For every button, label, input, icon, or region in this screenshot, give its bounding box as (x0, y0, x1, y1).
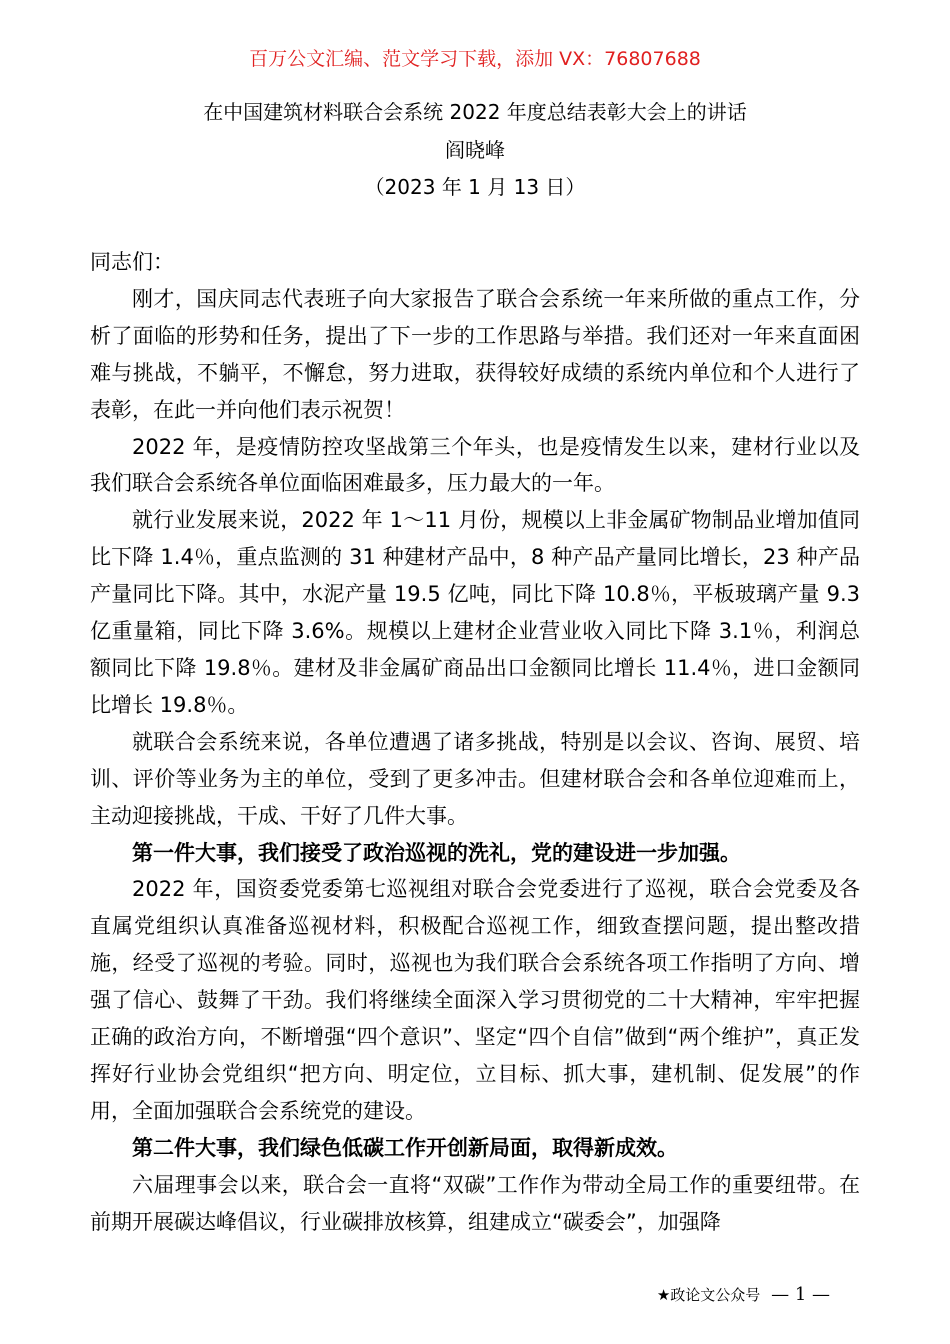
paragraph-low-carbon: 六届理事会以来，联合会一直将“双碳”工作作为带动全局工作的重要纽带。在前期开展碳达峰倡议，行业碳排放核算，组建成立“碳委会”，加强降 (90, 1172, 860, 1234)
paragraph-inspection: 2022 年，国资委党委第七巡视组对联合会党委进行了巡视，联合会党委及各直属党组织认真准备巡视材料，积极配合巡视工作，细致查摆问题，提出整改措施，经受了巡视的考验。同时，巡视也为我们联合会系统各项工作指明了方向、增强了信心、鼓舞了干劲。我们将继续全面深入学习贯彻党的二十大精神，牢牢把握正确的政治方向，不断增强“四个意识”、坚定“四个自信”做到“两个维护”，真正发挥好行业协会党组织“把方向、明定位，立目标、抓大事，建机制、促发展”的作用，全面加强联合会系统党的建设。 (90, 877, 860, 1123)
speaker-name: 阎晓峰 (445, 138, 505, 162)
speech-body (90, 244, 860, 1240)
paragraph-opening: 刚才，国庆同志代表班子向大家报告了联合会系统一年来所做的重点工作，分析了面临的形势和任务，提出了下一步的工作思路与举措。我们还对一年来直面困难与挑战，不躺平，不懈怠，努力进取，获得较好成绩的系统内单位和个人进行了表彰，在此一并向他们表示祝贺！ (90, 286, 860, 422)
page-footer (657, 1283, 830, 1307)
heading-second-event: 第二件大事，我们绿色低碳工作开创新局面，取得新成效。 (132, 1135, 678, 1160)
paragraph-industry-stats: 就行业发展来说，2022 年 1～11 月份，规模以上非金属矿物制品业增加值同比下降 1.4％，重点监测的 31 种建材产品中，8 种产品产量同比增长，23 种产品产量同比下降。其中，水泥产量 19.5 亿吨，同比下降 10.8％，平板玻璃产量 9.3 亿重量箱，同比下降 3.6%。规模以上建材企业营业收入同比下降 3.1％，利润总额同比下降 19.8％。建材及非金属矿商品出口金额同比增长 11.4％，进口金额同比增长 19.8％。 (90, 508, 860, 717)
download-banner: 百万公文汇编、范文学习下载，添加 VX：76807688 (249, 48, 701, 70)
heading-first-event: 第一件大事，我们接受了政治巡视的洗礼，党的建设进一步加强。 (132, 840, 741, 865)
paragraph-year-overview: 2022 年，是疫情防控攻坚战第三个年头，也是疫情发生以来，建材行业以及我们联合会系统各单位面临困难最多，压力最大的一年。 (90, 434, 860, 496)
salutation: 同志们： (90, 250, 174, 274)
footer-source: ★政论文公众号 (656, 1286, 761, 1304)
speech-title: 在中国建筑材料联合会系统 2022 年度总结表彰大会上的讲话 (203, 100, 747, 124)
paragraph-system-challenges: 就联合会系统来说，各单位遭遇了诸多挑战，特别是以会议、咨询、展贸、培训、评价等业务为主的单位，受到了更多冲击。但建材联合会和各单位迎难而上，主动迎接挑战，干成、干好了几件大事。 (90, 729, 860, 828)
speech-date: （2023 年 1 月 13 日） (364, 175, 586, 199)
page-number: — 1 — (771, 1284, 830, 1305)
